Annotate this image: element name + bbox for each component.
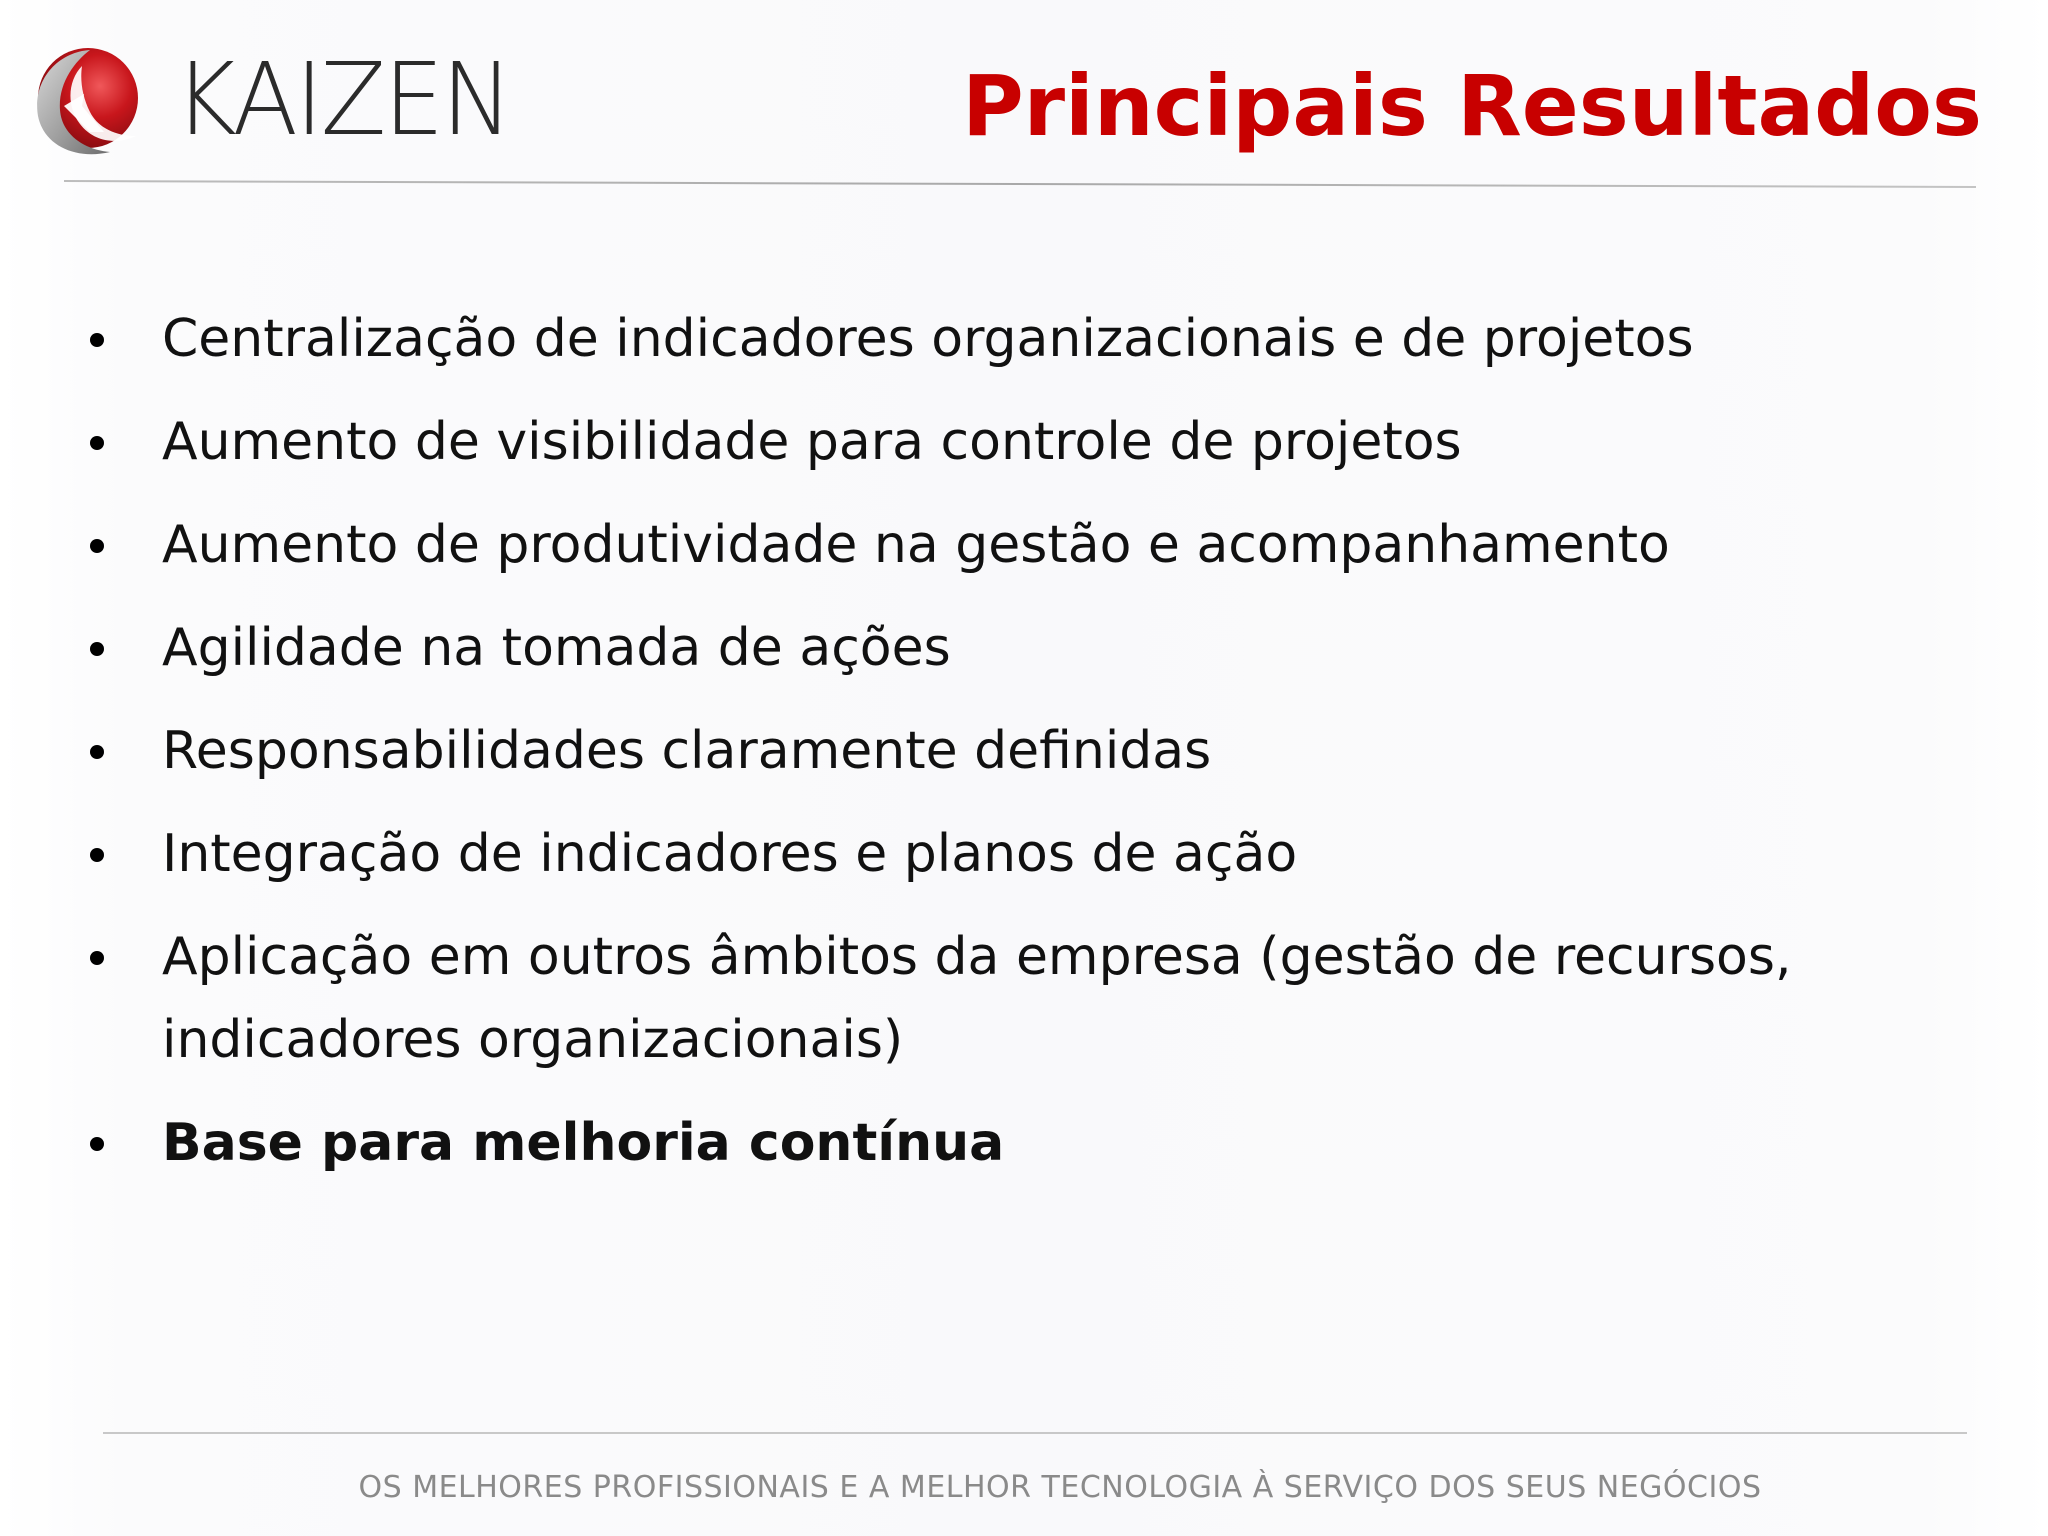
bullet-dot-icon <box>90 642 104 656</box>
header-divider <box>64 180 1976 188</box>
bullet-dot-icon <box>90 333 104 347</box>
bullet-dot-icon <box>90 1137 104 1151</box>
bullet-item <box>86 298 1966 381</box>
bullet-item-highlight <box>86 1102 1966 1185</box>
bullet-text: Aumento de visibilidade para controle de projetos <box>162 412 1462 472</box>
bullet-dot-icon <box>90 848 104 862</box>
bullet-text-bold: Base para melhoria contínua <box>162 1113 1005 1173</box>
bullet-item <box>86 813 1966 896</box>
bullet-item <box>86 710 1966 793</box>
bullet-dot-icon <box>90 745 104 759</box>
slide-title: Principais Resultados <box>962 57 1982 155</box>
bullet-text: Agilidade na tomada de ações <box>162 618 951 678</box>
bullet-text: Responsabilidades claramente definidas <box>162 721 1212 781</box>
bullet-text: Aplicação em outros âmbitos da empresa (gestão de recursos, indicadores organizacionais) <box>162 927 1792 1070</box>
bullet-dot-icon <box>90 436 104 450</box>
bullet-item <box>86 916 1966 1082</box>
bullet-text: Integração de indicadores e planos de ação <box>162 824 1298 884</box>
bullet-item <box>86 607 1966 690</box>
bullet-dot-icon <box>90 539 104 553</box>
bullet-list <box>86 298 1966 1205</box>
kaizen-logo-icon <box>18 36 148 166</box>
logo-wordmark: KAIZEN <box>174 41 511 158</box>
footer-tagline: OS MELHORES PROFISSIONAIS E A MELHOR TECNOLOGIA À SERVIÇO DOS SEUS NEGÓCIOS <box>358 1470 1762 1505</box>
bullet-text: Aumento de produtividade na gestão e acompanhamento <box>162 515 1670 575</box>
bullet-dot-icon <box>90 951 104 965</box>
footer-divider <box>103 1432 1967 1434</box>
bullet-item <box>86 504 1966 587</box>
bullet-item <box>86 401 1966 484</box>
bullet-text: Centralização de indicadores organizacionais e de projetos <box>162 309 1694 369</box>
